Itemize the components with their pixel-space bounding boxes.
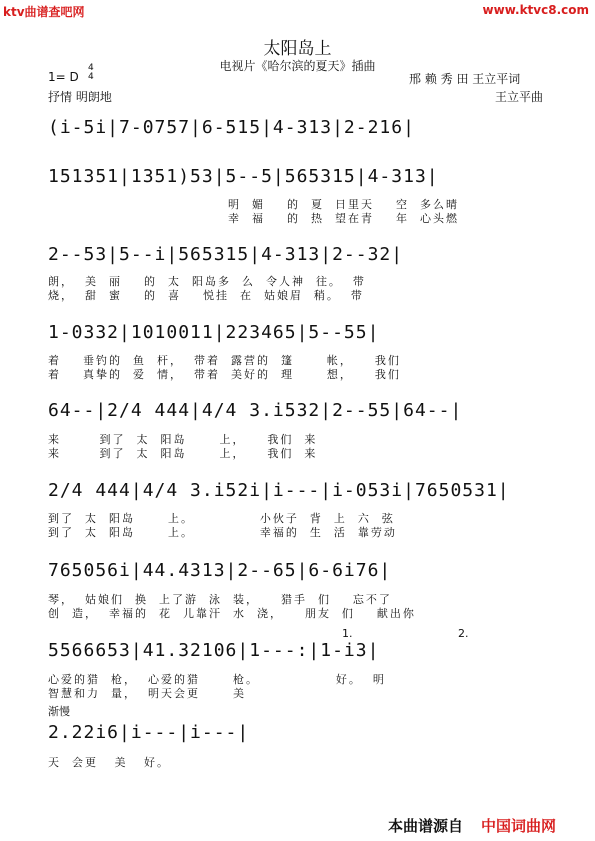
- lyric-line: 到了 太 阳岛 上。 小伙子 背 上 六 弦: [48, 512, 395, 525]
- score-row-1: (i-5i|7-0757|6-515|4-313|2-216|: [48, 117, 415, 138]
- score-row-8: 5566653|41.32106|1---:|1-i3|: [48, 640, 380, 661]
- score-row-5: 64--|2/4 444|4/4 3.i532|2--55|64--|: [48, 400, 463, 421]
- score-row-3: 2--53|5--i|565315|4-313|2--32|: [48, 244, 404, 265]
- lyric-line: 朗， 美 丽 的 太 阳岛多 么 令人神 往。 带: [48, 275, 366, 288]
- meter-top: 4: [88, 63, 94, 73]
- score-row-4: 1-0332|1010011|223465|5--55|: [48, 322, 380, 343]
- tempo-marking: 渐慢: [48, 705, 70, 718]
- song-title: 太阳岛上: [263, 39, 332, 59]
- watermark-left: ktv曲谱查吧网: [3, 5, 85, 19]
- lyric-line: 烧， 甜 蜜 的 喜 悦挂 在 姑娘眉 稍。 带: [48, 289, 364, 302]
- lyric-line: 幸 福 的 热 望在青 年 心头燃: [228, 212, 459, 225]
- lyric-line: 创 造， 幸福的 花 儿靠汗 水 浇， 朋友 们 献出你: [48, 607, 416, 620]
- meter-bottom: 4: [88, 72, 94, 82]
- lyricist-credit: 邢 赖 秀 田 王立平词: [409, 72, 521, 86]
- lyric-line: 到了 太 阳岛 上。 幸福的 生 活 靠劳动: [48, 526, 397, 539]
- footer-site: 中国词曲网: [481, 817, 557, 835]
- lyric-line: 来 到了 太 阳岛 上， 我们 来: [48, 433, 318, 446]
- lyric-line: 明 媚 的 夏 日里天 空 多么晴: [228, 198, 459, 211]
- score-row-7: 765056i|44.4313|2--65|6-6i76|: [48, 560, 392, 581]
- score-row-9: 2.22i6|i---|i---|: [48, 722, 250, 743]
- meter: [88, 64, 94, 82]
- lyric-line: 智慧和力 量， 明天会更 美: [48, 687, 246, 700]
- footer-source: 本曲谱源自: [388, 817, 464, 835]
- key-signature: 1= D: [48, 70, 79, 84]
- lyric-line: 天 会更 美 好。: [48, 756, 170, 769]
- volta-2: 2.: [458, 627, 469, 640]
- watermark-right: www.ktvc8.com: [482, 3, 589, 17]
- volta-1: 1.: [342, 627, 353, 640]
- score-row-2: 151351|1351)53|5--5|565315|4-313|: [48, 166, 439, 187]
- lyric-line: 着 垂钓的 鱼 杆， 带着 露营的 篷 帐， 我们: [48, 354, 401, 367]
- composer-credit: 王立平曲: [495, 90, 544, 104]
- expression-marking: 抒情 明朗地: [48, 90, 112, 104]
- song-subtitle: 电视片《哈尔滨的夏天》插曲: [219, 59, 376, 73]
- lyric-line: 来 到了 太 阳岛 上， 我们 来: [48, 447, 318, 460]
- score-row-6: 2/4 444|4/4 3.i52i|i---|i-053i|7650531|: [48, 480, 510, 501]
- lyric-line: 着 真挚的 爱 情， 带着 美好的 理 想， 我们: [48, 368, 401, 381]
- lyric-line: 心爱的猎 枪， 心爱的猎 枪。 好。 明: [48, 673, 386, 686]
- lyric-line: 琴， 姑娘们 换 上了游 泳 装， 猎手 们 忘不了: [48, 593, 392, 606]
